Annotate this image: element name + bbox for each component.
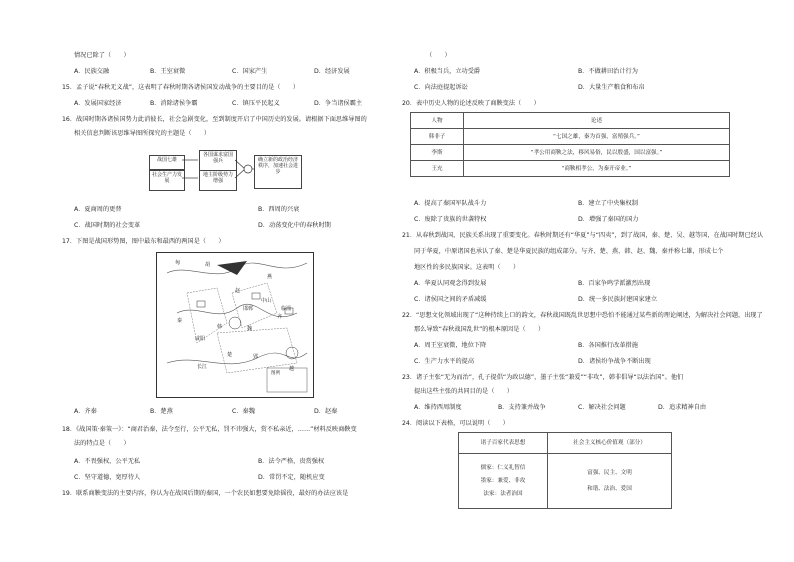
map-circle-marker-2: [286, 347, 298, 359]
map-label-han: 韩: [217, 324, 223, 330]
q20-option-a: A．提高了秦国军队战斗力: [414, 200, 487, 207]
q16-option-a: A．夏商周的更替: [74, 206, 122, 213]
q18-stem-line2: 法的特点是（ ）: [74, 440, 130, 447]
arrow-4: [235, 169, 245, 178]
table-row: [459, 454, 672, 509]
map-label-wei: 魏: [247, 326, 253, 332]
table-row: [459, 433, 672, 454]
t24-values-cell: [548, 454, 672, 509]
map-label-xianyang: 咸阳: [195, 336, 206, 342]
question-circle-icon: [244, 165, 252, 173]
q24-stem: 24．阅读以下表格，可以说明（ ）: [402, 420, 509, 427]
map-label-zhongshan: 中山: [261, 298, 272, 304]
q15-option-c: C．镇压平民起义: [232, 100, 280, 107]
q21-option-c: C．诸侯国之间的矛盾减缓: [414, 296, 487, 303]
t24-header-values: 社会主义核心价值观（部分）: [548, 433, 672, 454]
q21-stem-line1: 21．从春秋到战国，民族关系出现了重要变化。春秋时期还有“华夏”与“四夷”，到了战国，秦、楚、吴、越等国，在战国时期已经认: [402, 232, 764, 239]
q21-option-b: B．百家争鸣学派激烈出现: [578, 280, 651, 287]
q18-option-b: B．法令严格，贵赏强权: [258, 458, 325, 465]
q17-option-d: D．赵秦: [314, 408, 338, 415]
q14-option-c: C．国家产生: [232, 68, 268, 75]
q19-option-d: D．大量生产粮食和布帛: [578, 84, 645, 91]
q17-option-c: C．秦魏: [232, 408, 255, 415]
map-label-yan: 燕: [267, 274, 273, 280]
q19-option-b: B．不做耕田治计行为: [578, 68, 638, 75]
q22-option-b: B．各国推行改革措施: [578, 342, 638, 349]
table-row: [411, 113, 730, 129]
t24-values-2: 和谐、法治、爱国: [587, 486, 632, 492]
t24-confucian: 儒家：仁义礼智信: [480, 464, 526, 471]
q22-stem-line1: 22．“思想文化领域出现了“这种持续上口的韵文，春秋战国既乱世思想中恐怕不能通过某些新的理论阐述，为解决社会问题，出现了: [402, 312, 763, 319]
q15-option-a: A．发展国家经济: [74, 100, 122, 107]
q18-option-a: A．不畏强权，公平无私: [74, 458, 141, 465]
map-marker-1: [197, 301, 205, 307]
q15-stem: 15．孟子说“春秋无义战”，这表明了春秋时期各诸侯国发动战争的主要目的是（ ）: [62, 84, 300, 91]
q22-option-d: D．诸侯纷争战争不断出现: [578, 358, 651, 365]
t24-header-schools: 诸子百家代表思想: [459, 433, 548, 454]
warring-states-map: [156, 252, 314, 398]
q14-tail: 情况已除了（ ）: [74, 52, 130, 59]
arrow-3: [235, 160, 245, 169]
q19-stem: 19．联系商鞅变法的主要内容，你认为在战国后期的秦国，一个农民如想要免除徭役，最好的办法应该是: [62, 490, 349, 497]
map-region-qin: [187, 288, 227, 343]
map-label-chu: 楚: [227, 352, 233, 358]
t20-quote-3: “商鞅相孝公，为秦开帝业。”: [464, 161, 730, 177]
q20-option-d: D．增强了秦国的国力: [578, 216, 639, 223]
q20-table: [410, 112, 730, 177]
t20-header-person: 人物: [411, 113, 464, 129]
table-row: [411, 161, 730, 177]
t20-quote-1: “七国之雄，秦为首强，富殖强兵。”: [464, 129, 730, 145]
mind-map-arrows: [142, 145, 312, 193]
q17-stem: 17．下图是战国形势图，图中最东和最西的两国是（ ）: [62, 238, 225, 245]
map-legend-title: 图例: [271, 371, 280, 376]
mind-box-warring-states: 战国七雄: [149, 155, 185, 170]
q17-option-a: A．齐秦: [74, 408, 97, 415]
t24-schools-cell: [459, 454, 548, 509]
map-circle-marker: [229, 317, 241, 329]
q23-option-a: A．维持西周制度: [414, 404, 462, 411]
q19-paren: （ ）: [426, 52, 451, 59]
mind-box-landlord: 地主阶级势力增强: [199, 170, 237, 191]
q23-option-d: D．追求精神自由: [658, 404, 707, 411]
q15-option-b: B．消除诸侯争霸: [150, 100, 198, 107]
q18-option-c: C．坚守道德，宽厚待人: [74, 474, 141, 481]
map-label-zhao: 赵: [235, 288, 241, 294]
q21-option-d: D．统一多民族封建国家建立: [578, 296, 658, 303]
mind-box-rich-strong: 各国谋求富国强兵: [199, 150, 237, 171]
q18-stem-line1: 18．《战国策·秦策一》：“商君治秦，法令至行，公平无私，罚不讳强大，赏不私亲近，……”材料反映商鞅变: [62, 426, 357, 433]
map-marker-2: [252, 293, 260, 299]
q15-option-d: D．争当诸侯霸主: [314, 100, 363, 107]
q24-table: [458, 432, 672, 509]
q16-stem-line1: 16．战国时期各诸侯国势力此消彼长，社会急剧变化，至到制度开启了中国历史的发展。请根据下面思维导图的: [62, 116, 367, 123]
map-label-hu: 胡: [205, 262, 211, 268]
map-label-qin: 秦: [177, 318, 183, 324]
map-label-changjiang: 长江: [197, 364, 208, 370]
q17-option-b: B．楚燕: [150, 408, 173, 415]
table-row: [411, 129, 730, 145]
q21-stem-line2: 同于华夏，中原诸国也承认了秦、楚是华夏民族的组成部分。与齐、楚、燕、韩、赵、魏、秦并称七雄，形成七个: [414, 248, 724, 255]
map-label-ying: 郢: [253, 354, 259, 360]
q21-stem-line3: 地区性的多民族国家。这表明（ ）: [414, 264, 520, 271]
map-label-yue: 越: [289, 366, 295, 372]
q23-stem-line2: 提出这些主张的共同目的是（ ）: [414, 388, 513, 395]
t24-legalist: 法家：法者治国: [483, 490, 523, 497]
t20-person-1: 韩非子: [411, 129, 464, 145]
q18-option-d: D．常罚不定，随机应变: [258, 474, 325, 481]
q14-option-a: A．民族交融: [74, 68, 110, 75]
map-arrow-icon: [217, 261, 247, 275]
q16-option-c: C．战国时期的社会变革: [74, 222, 141, 229]
mind-box-new-order: 确立新的政治经济秩序，加速社会进步: [254, 155, 302, 189]
map-drawing: [157, 253, 313, 397]
q16-option-d: D．动荡变化中的春秋时期: [258, 222, 331, 229]
map-label-handan: 邯郸: [243, 306, 254, 312]
q23-option-b: B．支持兼并战争: [498, 404, 546, 411]
map-label-qi: 齐: [277, 314, 283, 320]
q23-stem-line1: 23．诸子主张“无为而治”，孔子提倡“为政以德”，墨子主张“兼爱”“非攻”，韩非倡导“以法治国”。他们: [402, 374, 684, 381]
t20-quote-2: “孝公用商鞅之法，移风易俗，民以殷盛，国以富强。”: [464, 145, 730, 161]
q14-option-b: B．王室衰微: [150, 68, 186, 75]
q19-option-a: A．积极当兵，立功受爵: [414, 68, 481, 75]
q22-stem-line2: 那么导致“春秋战国乱世”的根本原因是（ ）: [414, 326, 545, 333]
map-label-xiongnu: 匈: [175, 260, 181, 266]
q19-option-c: C．向法庭提起诉讼: [414, 84, 468, 91]
q16-option-b: B．西周的兴衰: [258, 206, 300, 213]
t20-person-3: 王充: [411, 161, 464, 177]
q20-stem: 20．表中历史人物的论述反映了商鞅变法（ ）: [402, 100, 540, 107]
q14-option-d: D．经济发展: [314, 68, 350, 75]
map-label-linzi: 临淄: [281, 306, 292, 312]
t24-values-1: 富强、民主、文明: [587, 470, 632, 476]
q22-option-c: C．生产力水平的提高: [414, 358, 475, 365]
t24-mohist: 墨家：兼爱、非攻: [480, 477, 526, 484]
mind-box-productivity: 社会生产力发展: [149, 170, 185, 191]
t20-header-quote: 论述: [464, 113, 730, 129]
table-row: [411, 145, 730, 161]
q21-option-a: A．华夏认同观念得到发展: [414, 280, 487, 287]
q16-stem-line2: 相关信息判断该思维导图所探究的主题是（ ）: [74, 130, 211, 137]
q22-option-a: A．周王室衰微，地位下降: [414, 342, 487, 349]
q20-option-b: B．建立了中央集权制: [578, 200, 638, 207]
t20-person-2: 李斯: [411, 145, 464, 161]
q20-option-c: C．废除了贵族的世袭特权: [414, 216, 487, 223]
q23-option-c: C．解决社会问题: [578, 404, 626, 411]
